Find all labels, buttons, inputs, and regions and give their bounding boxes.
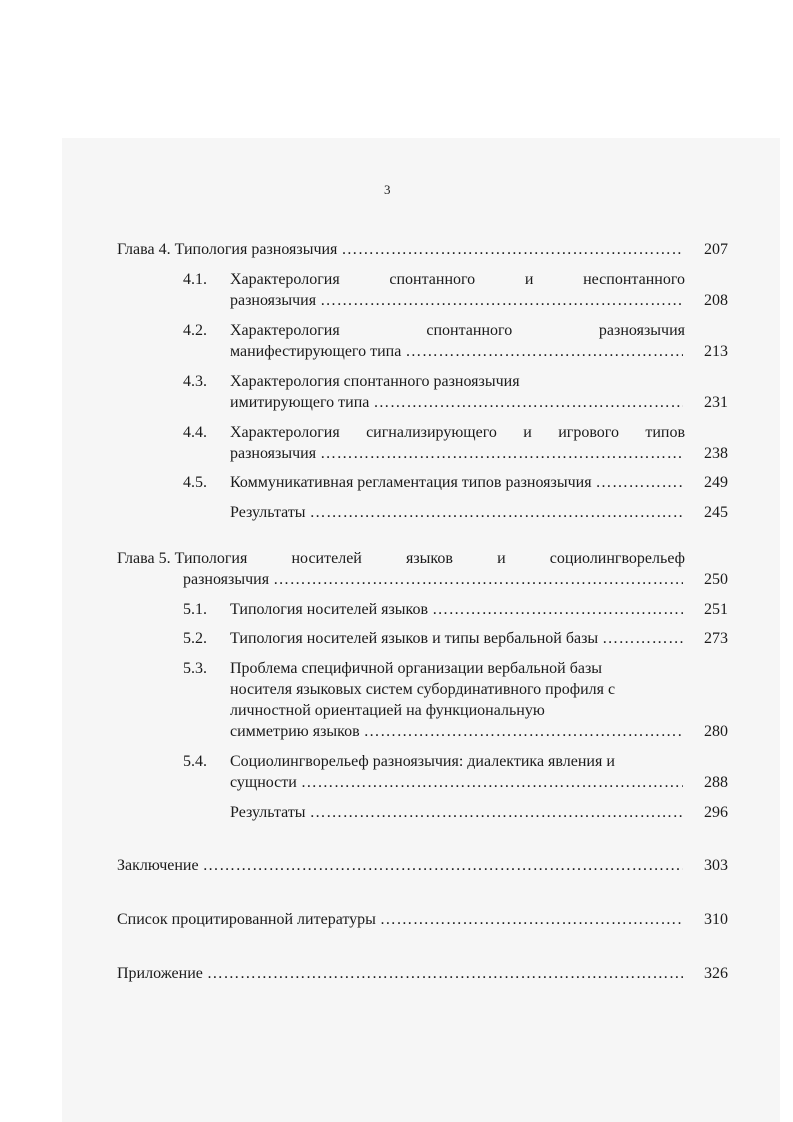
section-number: 4.2. bbox=[183, 322, 207, 339]
toc-entry-4-5: Коммуникативная регламентация типов разноязычия ……………………………………………………………………………………………………………………………………………… bbox=[230, 473, 687, 493]
toc-entry-4-1: разноязычия ……………………………………………………………………………………………………………………………………………… bbox=[230, 291, 687, 311]
page-number: 3 bbox=[384, 182, 391, 197]
toc-entry-4-2: манифестирующего типа ……………………………………………………………………………………………………………………………………………… bbox=[230, 342, 687, 362]
toc-entry-chapter-5: разноязычия ……………………………………………………………………………………………………………………………………………… bbox=[183, 570, 687, 590]
page-ref: 250 bbox=[704, 571, 728, 588]
section-4-4-title: Характерология сигнализирующего и игрового типов bbox=[230, 424, 685, 441]
page-ref: 245 bbox=[704, 504, 728, 521]
page-ref: 280 bbox=[704, 723, 728, 740]
section-4-1-title: Характерология спонтанного и неспонтанного bbox=[230, 271, 685, 288]
page-ref: 288 bbox=[704, 774, 728, 791]
page-ref: 296 bbox=[704, 804, 728, 821]
section-4-3-title: Характерология спонтанного разноязычия bbox=[230, 373, 520, 390]
toc-entry-conclusion: Заключение ……………………………………………………………………………………………………………………………………………… bbox=[117, 856, 687, 876]
page-ref: 231 bbox=[704, 394, 728, 411]
chapter-5-title: Глава 5. Типология носителей языков и социолингворельеф bbox=[117, 550, 685, 567]
section-number: 4.1. bbox=[183, 271, 207, 288]
page-ref: 208 bbox=[704, 292, 728, 309]
section-5-4-title-line1: Социолингворельеф разноязычия: диалектика явления и bbox=[230, 753, 615, 770]
toc-entry-5-3: симметрию языков ……………………………………………………………………………………………………………………………………………… bbox=[230, 722, 687, 742]
section-4-2-title: Характерология спонтанного разноязычия bbox=[230, 322, 685, 339]
leader-dots bbox=[341, 240, 683, 260]
toc-entry-5-2: Типология носителей языков и типы вербальной базы ……………………………………………………………………………………………………………………………………………… bbox=[230, 629, 687, 649]
page-ref: 310 bbox=[704, 911, 728, 928]
toc-entry-4-4: разноязычия ……………………………………………………………………………………………………………………………………………… bbox=[230, 444, 687, 464]
section-5-3-title-line2: носителя языковых систем субординативного профиля с bbox=[230, 681, 616, 698]
toc-entry-4-3: имитирующего типа ……………………………………………………………………………………………………………………………………………… bbox=[230, 393, 687, 413]
page-ref: 238 bbox=[704, 445, 728, 462]
page-ref: 207 bbox=[704, 241, 728, 258]
page-ref: 251 bbox=[704, 601, 728, 618]
section-5-3-title-line1: Проблема специфичной организации вербальной базы bbox=[230, 660, 603, 677]
page-ref: 213 bbox=[704, 343, 728, 360]
section-number: 5.2. bbox=[183, 630, 207, 647]
toc-entry-appendix: Приложение ……………………………………………………………………………………………………………………………………………… bbox=[117, 964, 687, 984]
section-number: 4.5. bbox=[183, 474, 207, 491]
chapter-4-title: Глава 4. Типология разноязычия bbox=[117, 241, 338, 258]
section-number: 4.3. bbox=[183, 373, 207, 390]
toc-entry-chapter-4 bbox=[117, 240, 687, 260]
toc-entry-5-1: Типология носителей языков ……………………………………………………………………………………………………………………………………………… bbox=[230, 600, 687, 620]
toc-entry-bibliography: Список процитированной литературы ……………………………………………………………………………………………………………………………………………… bbox=[117, 910, 687, 930]
section-number: 4.4. bbox=[183, 424, 207, 441]
toc-entry-results-4: Результаты ……………………………………………………………………………………………………………………………………………… bbox=[230, 503, 687, 523]
toc-entry-5-4: сущности ……………………………………………………………………………………………………………………………………………… bbox=[230, 773, 687, 793]
page-ref: 249 bbox=[704, 474, 728, 491]
section-number: 5.3. bbox=[183, 660, 207, 677]
section-5-3-title-line3: личностной ориентацией на функциональную bbox=[230, 702, 545, 719]
toc-entry-results-5: Результаты ……………………………………………………………………………………………………………………………………………… bbox=[230, 803, 687, 823]
section-number: 5.1. bbox=[183, 601, 207, 618]
page-ref: 326 bbox=[704, 965, 728, 982]
section-number: 5.4. bbox=[183, 753, 207, 770]
page-ref: 273 bbox=[704, 630, 728, 647]
page-ref: 303 bbox=[704, 857, 728, 874]
